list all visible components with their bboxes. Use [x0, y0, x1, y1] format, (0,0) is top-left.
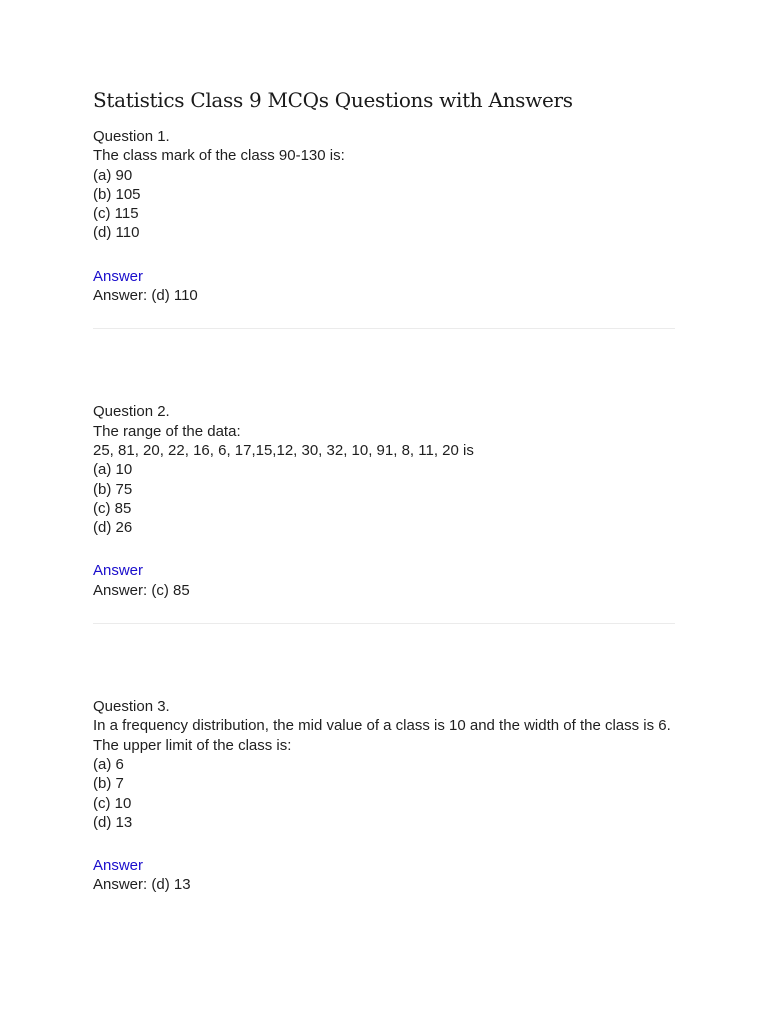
option-b: (b) 75: [93, 480, 133, 498]
option-c: (c) 10: [93, 794, 132, 812]
question-2: [93, 402, 675, 600]
question-label: Question 1.: [93, 128, 170, 145]
answer-toggle-link[interactable]: Answer: [93, 857, 144, 875]
page-title: Statistics Class 9 MCQs Questions with Answers: [93, 88, 573, 112]
question-data-line: 25, 81, 20, 22, 16, 6, 17,15,12, 30, 32, 10, 91, 8, 11, 20 is: [93, 441, 474, 459]
option-b: (b) 7: [93, 775, 124, 793]
option-a: (a) 6: [93, 755, 124, 773]
answer-text: Answer: (d) 13: [93, 876, 191, 894]
answer-text: Answer: (d) 110: [93, 287, 198, 305]
divider: [93, 328, 675, 329]
option-d: (d) 26: [93, 519, 133, 537]
option-d: (d) 110: [93, 224, 140, 242]
question-text: The class mark of the class 90-130 is:: [93, 147, 345, 165]
question-text: The range of the data:: [93, 422, 241, 440]
option-c: (c) 85: [93, 499, 132, 517]
option-c: (c) 115: [93, 205, 139, 223]
divider: [93, 623, 675, 624]
option-a: (a) 10: [93, 461, 133, 479]
question-1: [93, 127, 675, 305]
option-a: (a) 90: [93, 166, 133, 184]
answer-toggle-link[interactable]: Answer: [93, 562, 144, 580]
document-page: [93, 86, 675, 895]
question-text: In a frequency distribution, the mid value of a class is 10 and the width of the class is 6. The upper limit of the class is:: [93, 717, 671, 754]
option-d: (d) 13: [93, 813, 133, 831]
option-b: (b) 105: [93, 185, 141, 203]
answer-text: Answer: (c) 85: [93, 581, 190, 599]
answer-toggle-link[interactable]: Answer: [93, 267, 144, 285]
question-label: Question 3.: [93, 698, 170, 716]
question-3: [93, 697, 675, 895]
question-label: Question 2.: [93, 403, 170, 421]
